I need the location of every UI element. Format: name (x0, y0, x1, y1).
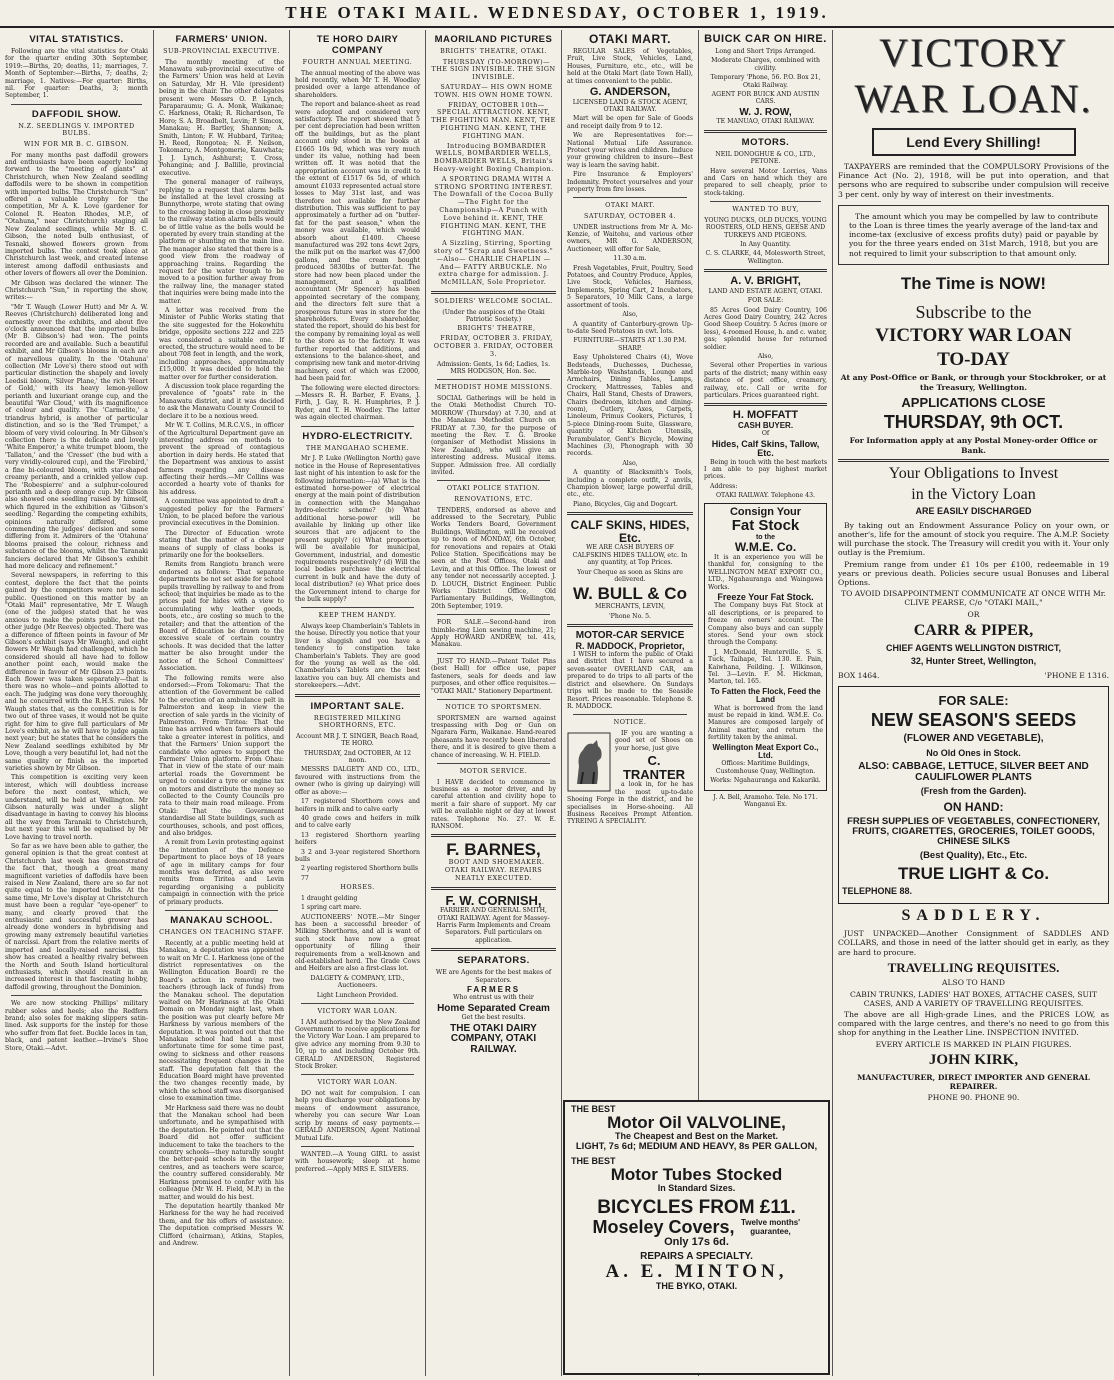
mart-text: REGULAR SALES of Vegetables, Fruit, Live Stock, Vehicles, Land, Houses, Furniture, etc., etc., will be held at the Otaki Mart (late Town Hall), at times convenient to the public. (567, 48, 693, 85)
wanted-to-buy-title: WANTED TO BUY, (732, 205, 799, 214)
mart-sale-text: Fresh Vegetables, Fruit, Poultry, Seed Potatoes, and Country Produce, Apples, Live Stock, Vehicles, Harness, Implements, Spring Cart, 2 Incubators, 5 Separators, 10 Milk Cans, a large assortment of tools. (567, 264, 693, 309)
te-horo-dairy-title: TE HORO DAIRY COMPANY (316, 34, 399, 56)
moffatt-address: OTAKI RAILWAY. Telephone 43. (715, 492, 816, 500)
bull-subheading: MERCHANTS, LEVIN, (594, 603, 666, 611)
article-paragraph: For many months past daffodil growers and enthusiasts have been eagerly looking forward to the "meeting of giants" at Christchurch, when New Zealand seedling daffodils were to be shown in competition with imported bulbs. The Christchurch "Sun" offered a valuable trophy for the competition, Mr A. K. Love (gardener for Colonel R. Heaton Rhodes, M.P., of "Otahuna," near Christchurch) staging all New Zealand seedlings, while Mr B. C. Gibson, the noted bulb enthusiast, of Tesnaki, showed flowers grown from imported bulbs. The contest took place at Christchurch last week, and created intense interest among daffodil enthusiasts and other lovers of flowers all over the Dominion. (5, 151, 148, 278)
article-paragraph: "Mr T. Waugh (Lower Hutt) and Mr A. W. Reeves (Christchurch) deliberated long and earnestly over the exhibits, and about five o'clock announced that the imported bulbs (Mr B. Gibson's) had won. The points recorded are and available. Such a beautiful exhibit, and Mr Gibson's blooms in each are of marvellous quality. In the 'Otahuna' collection (Mr Love's) there stood out with particular distinction the shapely and lovely Leedsii bloom, 'Silver Plane,' the rich 'Heart of Gold,' with its heavy lemon-yellow perianth and luxuriant orange cup, and the beautiful 'War Cloud,' with its magnificence of colour and quality. The 'Carmelite,' a triandrus hybrid, is another of particular distinction, and so is the 'Red Trumpet,' a bloom of very vivid colouring. In Mr Gibson's collection there is the delicate and lovely 'White Emperor,' a white trumpet bloom, the 'Tallaton,' and the 'Cresset' (the bud with a very vividly-coloured cup), and the 'Firebird,' a fine bi-coloured bloom, with star-shaped creamy perianth, and a crinkled yellow cup. The 'Robespierre' and a sulphur-coloured perianth and a deep orange cup. Mr Gibson also showed one seedling raised by himself, which figured in the exhibition as 'Gibson's seedling.' Regarding the competing exhibits, opinions naturally differed, some commending the judges' decision and some differing from it. Admirers of the 'Otahuna' blooms praised the colour, richness and substance of the blooms, whilst the Taranaki fanciers declared that Mr Gibson's exhibit had more delicacy and refinement." (5, 303, 148, 570)
sale-item: 3 2 and 3-year registered Shorthorn bulls (295, 848, 420, 863)
cornish-name: F. W. CORNISH, (445, 892, 542, 908)
calf-skins-text-2: Your Cheque as soon as Skins are delivered. (577, 568, 683, 584)
horses-title: HORSES. (340, 883, 375, 892)
obligations-heading: in the Victory Loan (911, 485, 1036, 503)
endowment-text: By taking out an Endowment Assurance Policy on your own, or another's, life for the amount of stock you require. The A.M.P. Society will purchase the stock. The Treasury will credit you with it. Your only outlay is the Premium. (838, 520, 1109, 558)
best-quality: (Best Quality), Etc., Etc. (919, 850, 1028, 862)
hydro-electricity-title: HYDRO-ELECTRICITY. (302, 430, 413, 442)
manakau-school-title: MANAKAU SCHOOL. (170, 915, 273, 927)
buick-text: Moderate Charges, combined with civility. (711, 57, 820, 72)
bright-for-sale: FOR SALE: (747, 297, 784, 305)
moffatt-name: H. MOFFATT (732, 409, 799, 422)
sale-item: 2 yearling registered Shorthorn bulls (301, 865, 419, 873)
mart-sale-title: OTAKI MART. (605, 201, 655, 210)
wme-text: It is an experience you will be thankful for, consigning to the WELLINGTON MEAT EXPORT CO., LTD., Ngahauranga and Waingawa Works. (708, 553, 823, 591)
column-1 (0, 30, 153, 1376)
wanted-to-buy-text: YOUNG DUCKS, OLD DUCKS, YOUNG ROOSTERS, OLD HENS, GEESE AND TURKEYS AND PIGEONS. (704, 216, 827, 239)
john-kirk-phone: PHONE 90. PHONE 90. (927, 1093, 1020, 1102)
moffatt-text: Being in touch with the best markets I am able to pay highest market prices. (704, 458, 827, 481)
bull-name: W. BULL & Co (573, 584, 687, 604)
programme-item: A SPORTING DRAMA WITH A STRONG SPORTING INTEREST. The Downfall of the Cocoa Bully—The Fight for the Championship—A Punch with Love behind it. KENT, THE FIGHTING MAN. KENT, THE FIGHTING MAN. (433, 174, 554, 238)
or-text: OR (967, 609, 980, 619)
motor-tubes-heading: Motor Tubes Stocked (610, 1165, 783, 1185)
separators-text: WE are Agents for the best makes of Separators. (435, 969, 552, 984)
subscribe-heading: Subscribe to the (915, 301, 1032, 322)
sale-item: 40 grade cows and heifers in milk and to calve early (295, 814, 420, 830)
tranter-text-2: a look in, for he has the most up-to-date Shoeing Forge in the district, and he specialises in Horse-shoeing. All Business Receives Prompt Attention. TYREING A SPECIALITY. (567, 781, 693, 826)
easily-discharged: ARE EASILY DISCHARGED (915, 506, 1032, 517)
valvoline-cheapest: The Cheapest and Best on the Market. (614, 1131, 779, 1142)
victory-loan-text: DO not wait for compulsion. I can help you discharge your obligations by means of endowment assurance, whereby you can secure War Loan scrip by means of easy payments.—GERALD ANDERSON, Agent National Mutual Life. (295, 1090, 420, 1142)
mart-sale-text: A quantity of Blacksmith's Tools, including a complete outfit, 2 anvils, Champion blower, large powerful drill, etc., etc. (567, 469, 693, 499)
tubes-best: THE BEST (571, 1155, 616, 1166)
obligations-heading: Your Obligations to Invest (888, 464, 1059, 482)
amount-text: The amount which you may be compelled by law to contribute to the Loan is three times the yearly average of the land-tax and income-tax (exclusive of excess profits duty) paid or payable by you for the three years ended on 31st March, 1918, but you are not required to limit your subscription to that amount only. (838, 205, 1109, 265)
article-paragraph: A remit from Levin protesting against the intention of the Defence Department to place boys of 18 years of age in military camps for four months was deferred, as also were remits from Tiritea and Levin regarding organising a publicity campaign in connection with the price of primary products. (159, 839, 284, 906)
soldiers-dates: FRIDAY, OCTOBER 3. FRIDAY, OCTOBER 3. FRIDAY, OCTOBER 3. (433, 334, 554, 358)
cornish-text: FARRIER AND GENERAL SMITH, OTAKI RAILWAY. Agent for Massey-Harris Farm Implements and Cream Separators. Full particulars on application. (436, 907, 551, 944)
close-date: THURSDAY, 9th OCT. (883, 412, 1064, 433)
mart-also: Also, (622, 459, 638, 467)
information-text: For Information apply at any Postal Money-order Office or Bank. (849, 436, 1098, 455)
mart-sale-text: Piano, Bicycles, Gig and Dogcart. (573, 500, 678, 508)
true-light-advert (838, 686, 1109, 905)
consign-heading: Fat Stock (731, 517, 800, 535)
tranter-name: C. TRANTER (622, 753, 686, 782)
te-horo-subheading: FOURTH ANNUAL MEETING. (302, 58, 413, 66)
buick-car-title: BUICK CAR ON HIRE. (704, 33, 827, 45)
flock-title: To Fatten the Flock, Feed the Land (710, 686, 821, 705)
manakau-subheading: CHANGES ON TEACHING STAFF. (159, 928, 284, 937)
farmers-union-title: FARMERS' UNION. (175, 34, 268, 45)
vital-statistics-text: Following are the vital statistics for Otaki for the quarter ending 30th September, 1919:—Births, 20; deaths, 11; marriages, 7. Month of September:—Births, 7; deaths, 2; marriage, 1. Natives:—For quarter: Births, nil. For quarter: Deaths, 3; month September, 1. (5, 48, 148, 100)
mart-furniture: FURNITURE—STARTS AT 1.30 P.M. SHARP. (573, 337, 687, 352)
calf-skins-text: WE ARE CASH BUYERS OF CALFSKINS HIDES TALLOW, etc. In any quantity, at Top Prices. (572, 544, 688, 567)
moffatt-subheading: CASH BUYER. (737, 421, 794, 430)
motors-title: MOTORS. (741, 136, 790, 148)
police-station-title: OTAKI POLICE STATION. (446, 484, 541, 493)
article-paragraph: So far as we have been able to gather, the general opinion is that the great contest at Christchurch last week has demonstrated the fact that, though a great many magnificent varieties of daffodils have been raised in New Zealand, there are so far not quite equal to the imported bulbs. At the same time, Mr Love's display at Christchurch must have been a regular "eye-opener" to many, and clearly proved that the enthusiastic and successful grower has already done wonders in hybridising and growing many extremely beautiful varieties of narcissi. Apart from the relative merits of imported and locally-raised narcissi, this show has created a healthy rivalry between the North and South Island horticultural enthusiasts, which should result in an increased interest in that fascinating hobby, daffodil growing, throughout the Dominion. (5, 843, 148, 991)
wme-text: What is borrowed from the land must be repaid in kind. W.M.E. Co. Manures are composed largely of Animal matter, and return the fertility taken by the animal. (708, 704, 823, 742)
mart-text: Mart will be open for Sale of Goods and receipt daily from 9 to 12. (567, 115, 693, 130)
buick-text: Temporary 'Phone, 56. P.O. Box 21, Otaki Railway. (710, 74, 821, 89)
hydro-subheading: THE MANGAHAO SCHEME. (305, 443, 410, 452)
on-hand-text: FRESH SUPPLIES OF VEGETABLES, CONFECTIONERY, FRUITS, CIGARETTES, GROCERIES, TOILET GOODS, CHINESE SILKS (847, 816, 1100, 848)
column-2 (153, 30, 289, 1376)
chamberlains-advert: Always keep Chamberlain's Tablets in the house. Directly you notice that your liver is sluggish and you have a tendency to constipation take Chamberlain's Tablets. They are good for the young as well as the old. Chamberlain's Tablets are the best laxative you can buy. All chemists and storekeepers.—Advt. (295, 623, 420, 690)
article-paragraph: A discussion took place regarding the prevalence of "goats" rate in the Manawatu district, and it was decided to ask the Manawatu County Council to declare it to be a noxious weed. (159, 383, 284, 420)
moseley-price: Only 17s 6d. (664, 1236, 729, 1249)
article-paragraph: Mr W. T. Collins, M.R.C.V.S., in officer of the Agricultural Department gave an interesting address on methods to prevent the spread of contagious abortion in dairy herds. He stated that the Department was anxious to assist farmers regarding any disease affecting their herds.—Mr Collins was accorded a hearty vote of thanks for his address. (159, 422, 284, 496)
at-any-post-office: At any Post-Office or Bank, or through your Stockbroker, or at the Treasury, Wellington. (840, 373, 1107, 392)
saddlery-heading: SADDLERY. (901, 907, 1046, 925)
john-kirk-subheading: MANUFACTURER, DIRECT IMPORTER AND GENERAL REPAIRER. (857, 1072, 1090, 1091)
luncheon-note: Light Luncheon Provided. (316, 991, 399, 999)
minton-advert (563, 1100, 830, 1375)
separators-text-3: Get the best results. (461, 1014, 526, 1022)
auctioneer-signature: DALGETY & COMPANY, LTD., Auctioneers. (310, 974, 405, 990)
calf-skins-title: CALF SKINS, HIDES, Etc. (570, 518, 690, 545)
moffatt-items: Hides, Calf Skins, Tallow, Etc. (711, 438, 820, 459)
article-paragraph: Recently, at a public meeting held at Manakau, a deputation was appointed to wait on Mr C. I. Harkness (one of the district representatives on the Wellington Education Board) re the Board's action in removing two teachers (through lack of funds) from the Manakau school. The deputation waited on Mr Harkness at the Otaki Domain on Monday night last, when the position was put clearly before Mr Harkness by various members of the deputation. It was pointed out that the Manakau school had had a most unfortunate time for some time past, owing to sickness and other reasons necessitating frequent changes in the staff. The deputation felt that the Education Board might have prevented the two changes recently made, by which the school staff was disorganised close to examination time. (159, 939, 284, 1103)
saddlery-text: JUST UNPACKED—Another Consignment of SADDLES AND COLLARS, and those in need of the latter should get in early, as they are hard to procure. (838, 929, 1109, 957)
john-kirk-name: JOHN KIRK, (928, 1051, 1019, 1068)
trunks-list: CABIN TRUNKS, LADIES' HAT BOXES, ATTACHE CASES, SUIT CASES, AND A VARIETY OF TRAVELLING REQUISITES. (849, 989, 1097, 1008)
wanted-advert: WANTED.—A Young GIRL to assist with housework; sleep at home preferred.—Apply MRS E. SILVERS. (295, 1150, 420, 1173)
article-paragraph: The monthly meeting of the Manawatu sub-provincial executive of the Farmers' Union was held at Levin on Saturday, Mr H. Vile (president) being in the chair. The other delegates present were Messrs O. P. Lynch, Paraparaumu; G. A. Monk, Waikanae; C. Harkness, Otaki; R. Richardson, Te Horo; S. A. Broadbelt, Levin; P. Simcox, Manakau; H. Bartley, Shannon; A. Smith, Linton; F. W. Hubbard, Tiritea; H. Reed, Rongotea; N. F. Neilson, Tokomaru; A. Montgomerie, Kauwhata; J. J. Lynch, Ashhurst; T. Cross, Pohangina; and J. Ballille, provincial executive. (159, 58, 284, 177)
notice-title: NOTICE. (613, 718, 647, 727)
programme-item: THURSDAY (TO-MORROW)— THE SIGN INVISIBLE. THE SIGN INVISIBLE. (431, 57, 556, 82)
soldiers-subheading: (Under the auspices of the Otaki Patriotic Society.) (442, 308, 545, 323)
programme-item: FRIDAY, OCTOBER 10th— SPECIAL ATTRACTION. KENT, THE FIGHTING MAN. KENT, THE FIGHTING MAN. KENT, THE FIGHTING MAN. (431, 100, 556, 140)
article-paragraph: Mr Gibson was declared the winner. The Christchurch "Sun," in reporting the show, writes:— (5, 279, 148, 302)
article-paragraph: A committee was appointed to draft a suggested policy for the Farmers' Union, to be placed before the various provincial executives in the Dominion. (159, 498, 284, 528)
barnes-text: BOOT AND SHOEMAKER. OTAKI RAILWAY. REPAIRS NEATLY EXECUTED. (444, 858, 545, 882)
maoriland-pictures-title: MAORILAND PICTURES (434, 34, 553, 45)
consign-heading: to the (755, 534, 776, 541)
article-paragraph: The Director of Education wrote stating that the matter of a cheaper means of supply of class books is primarily one for the booksellers. (159, 529, 284, 559)
vwl-heading: VICTORY WAR LOAN (875, 324, 1072, 346)
victory-war-loan-title: VICTORY WAR LOAN. (854, 30, 1093, 121)
just-to-hand-advert: JUST TO HAND.—Patent Toilet Pins (best Hall) for office use, paper fasteners, seals for deeds and law purposes, and other office requisites.— "OTAKI MAIL" Stationery Department. (431, 657, 556, 695)
mart-also: Also, (622, 311, 638, 319)
travelling-heading: TRAVELLING REQUISITES. (887, 959, 1060, 975)
bright-name: A. V. BRIGHT, (730, 275, 801, 288)
valvoline-prices: LIGHT, 7s 6d; MEDIUM AND HEAVY, 8s PER GALLON, (575, 1140, 818, 1152)
daffodil-subheading: N.Z. SEEDLINGS V. IMPORTED BULBS. (18, 121, 135, 138)
mart-text: Fire Insurance & Employers' Indemnity. Protect yourselves and your property from fire losses. (567, 171, 693, 194)
today-heading: TO-DAY (937, 348, 1010, 370)
victory-loan-title: VICTORY WAR LOAN. (317, 1007, 398, 1016)
soldiers-admission: Admission: Gents, 1s 6d; Ladies, 1s. MRS HODGSON, Hon. Sec. (436, 360, 551, 375)
programme-item: Introducing BOMBARDIER WELLS, BOMBARDIER WELLS, BOMBARDIER WELLS, Britain's Heavy-weight Boxing Champion. (433, 141, 554, 173)
carr-piper-subheading: CHIEF AGENTS WELLINGTON DISTRICT, (886, 642, 1061, 653)
every-article: EVERY ARTICLE IS MARKED IN PLAIN FIGURES. (875, 1039, 1072, 1049)
neil-text: Have several Motor Lorries, Vans and Cars on hand which they are prepared to sell cheaply, prior to stock-taking. (704, 167, 827, 197)
sale-item: 1 draught gelding (301, 894, 358, 902)
soldiers-social-title: SOLDIERS' WELCOME SOCIAL. (434, 296, 553, 305)
sportsmen-notice-title: NOTICE TO SPORTSMEN. (445, 702, 542, 711)
standard-sizes: In Standard Sizes. (657, 1182, 736, 1193)
programme-item: A Sizzling, Stirring, Sporting story of "Scrap and Sweetness." —Also— CHARLIE CHAPLIN —And— FATTY ARBUCKLE. No extra charge for admission. J. McMILLAN, Sole Proprietor. (433, 239, 554, 287)
mart-sale-text: UNDER instructions from Mr A. Mc-Kenzie, of Waitohu, and various other owners, MR G. ANDERSON, Auctioneer, will offer for Sale, (567, 223, 693, 253)
sale-date: THURSDAY, 2nd OCTOBER, At 12 noon. (303, 749, 412, 765)
mart-text: We are Representatives for:— National Mutual Life Assurance. Protect your wives and children. Induce your growing children to insure—Best way is learn the saving habit. (567, 132, 693, 169)
sale-item: 1 spring cart mare. (301, 904, 362, 912)
minton-address: THE BYKO, OTAKI. (655, 1281, 738, 1292)
bright-subheading: LAND AND ESTATE AGENT, OTAKI. (708, 287, 823, 295)
methodist-text: SOCIAL Gatherings will be held in the Otaki Methodist Church TO-MORROW (Thursday) at 7.30, and at the Manakau Methodist Church on FRIDAY at 7.30, for the purpose of meeting the Rev. T. G. Brooke (organiser of Methodist Missions in New Zealand), who will give an interesting address. Musical items. Supper. Admission free. All cordially invited. (431, 394, 556, 476)
keep-them-handy-title: KEEP THEM HANDY. (318, 611, 397, 620)
bright-text: Several other Properties in various parts of the district; many within easy distance of post office, creamery, railway, etc. Call or write for particulars. Prices guaranteed right. (704, 362, 827, 400)
moseley-covers: Moseley Covers, (592, 1217, 735, 1238)
article-paragraph: Mr Harkness said there was no doubt that the Manakau school had been unfortunate, and he sympathised with the deputation. He pointed out that the Board did not offer sufficient inducement to take the teachers to the country schools—they naturally sought the better-paid schools in the larger centres, and as teachers were scarce, the country suffered considerably. Mr Harkness promised to confer with his colleague (Mr W. H. Field, M.P.) in the matter, and would do his best. (159, 1104, 284, 1201)
vital-statistics-title: VITAL STATISTICS. (29, 34, 124, 45)
anderson-subheading: LICENSED LAND & STOCK AGENT, OTAKI RAILWAY. (572, 98, 688, 113)
theatre-subheading: BRIGHTS' THEATRE, OTAKI. (440, 47, 547, 55)
repairs-specialty: REPAIRS A SPECIALTY. (640, 1250, 753, 1262)
applications-close: APPLICATIONS CLOSE (901, 394, 1046, 410)
maddock-text: I WISH to inform the public of Otaki and district that I have secured a seven-seater OVERLAND CAR, am prepared to do trips to all parts of the district and elsewhere. On Sundays trips will be made to the Seaside Resort. Prices reasonable. Telephone 8. R. MADDOCK. (567, 651, 693, 710)
sale-text: MESSRS DALGETY AND CO., LTD., favoured with instructions from the owner (who is giving up dairying) will offer as above:— (295, 766, 420, 796)
masthead: THE OTAKI MAIL. WEDNESDAY, OCTOBER 1, 1919. (0, 0, 1114, 28)
mart-sale-time: 11.30 a.m. (613, 255, 647, 263)
police-subheading: RENOVATIONS, ETC. (454, 494, 533, 503)
for-sale-heading: FOR SALE: (938, 692, 1009, 708)
wme-company-name: Wellington Meat Export Co., Ltd. (712, 742, 819, 761)
clarke-address: C. S. CLARKE, 44, Molesworth Street, Wellington. (705, 250, 826, 265)
article-paragraph: A letter was received from the Minister of Public Works stating that the site suggested for the Hokowhitu bridge, opposite sections 222 and 225 was considered a suitable one. If erected, the structure would need to be about 708 feet in length, and the work, including approaches, approximately £15,000. It was decided to hold the matter over for further consideration. (159, 307, 284, 381)
motor-service-title: MOTOR SERVICE. (459, 766, 528, 775)
article-paragraph: Mr J. P. Luke (Wellington North) gave notice in the House of Representatives last night of his intention to ask for the following information:—(a) What is the estimated horse-power of electrical energy at the main point of distribution in connection with the Mangahao hydro-electric scheme? (b) What additional horse-power will be available by linking up other like sources that are adjacent to the present supply? (c) What proportion will be available for municipal, Government, industrial, and domestic requirements respectively? (d) Will the local bodies purchase the electrical current in bulk and have the duty of local distribution? (e) What price does the Government intend to charge for the bulk supply? (295, 455, 420, 603)
wme-offices: Offices: Maritime Buildings, Customhouse Quay, Wellington. (715, 760, 816, 775)
victory-loan-title: VICTORY WAR LOAN. (317, 1078, 398, 1087)
wme-advert (704, 503, 827, 791)
important-sale-title: IMPORTANT SALE. (310, 700, 405, 712)
valvoline-best: THE BEST (571, 1104, 616, 1114)
sale-subheading: REGISTERED MILKING SHORTHORNS, ETC. (313, 713, 402, 730)
moseley-guarantee: Twelve months' guarantee, (740, 1218, 801, 1236)
also-to-hand: ALSO TO HAND (942, 978, 1005, 988)
otaki-mart-title: OTAKI MART. (589, 32, 671, 46)
mart-sale-text: A quantity of Canterbury-grown Up-to-date Seed Potatoes in cwt. lots. (567, 320, 693, 335)
valvoline-heading: Motor Oil VALVOLINE, (607, 1113, 786, 1133)
sportsmen-notice-text: SPORTSMEN are warned against trespassing with Dog or Gun on Ngarara Farm, Waikanae. Hand-reared pheasants have recently been liberated there, and it is desired to give them a chance of increasing. W. H. FIELD. (431, 714, 556, 759)
otaki-dairy-company: THE OTAKI DAIRY COMPANY, OTAKI RAILWAY. (450, 1022, 537, 1055)
motor-car-service-title: MOTOR-CAR SERVICE (575, 630, 685, 642)
column-3 (289, 30, 425, 1376)
bicycles-heading: BICYCLES FROM £11. (597, 1197, 796, 1219)
article-paragraph: The annual meeting of the above was held recently, when Mr T. H. Woodley presided over a large attendance of shareholders. (295, 69, 420, 99)
carr-piper-box: BOX 1464. (838, 670, 880, 680)
seeds-subheading: (FLOWER AND VEGETABLE), (903, 733, 1044, 745)
wme-agents: J. McDonald, Hunterville. S. S. Tuck, Taihape, Tel. 130. E. Pain, Kaiwhana, Feilding. J. Wilkinson, Tel. 3—Levin. F. M. Hickman, Marton, tel. 165. (708, 648, 823, 686)
police-text: TENDERS, endorsed as above and addressed to the Secretary, Public Works Tenders Board, Government Buildings, Wellington, will be received up to noon of MONDAY, 6th October, for renovations and repairs at Otaki Police Station. Specifications may be seen at the Post Offices, Otaki and Levin, and at this Office. The lowest or any tender not necessarily accepted. J. D. LOUCH, District Engineer. Public Works District Office, Old Parliamentary Buildings, Wellington, 20th September, 1919. (431, 506, 556, 610)
carr-piper-name: CARR & PIPER, (913, 621, 1034, 639)
article-paragraph: Several newspapers, in referring to this contest, deplore the fact that the points gained by the competitors were not made public. Questioned on this matter by an "Otaki Mail" representative, Mr T. Waugh (one of the judges) stated that he was anxious to make the points public, but the other judge (Mr Reeves) objected. There was a difference of fifteen points in favour of Mr Gibson's exhibit (says Mr Waugh), and eight flowers Mr Waugh had challenged, which he considered should all have had to follow another point each, would make the difference in favour of Mr Gibson 23 points. Each flower was taken separately—that is there was no whole—and points allotted to each. The judging was done very thoroughly, and he concurred with the R.H.S. rules. Mr Waugh states that, as the competition is for two out of three vases, it would not be quite right for him to give full particulars of Mr Love's exhibit, as he will have to judge again next year; but he states that he considers the New Zealand seedlings exhibited by Mr Love, though a very beautiful lot, had not the same quality or finish as the imported varieties shown by Mr Gibson. (5, 572, 148, 772)
separators-title: SEPARATORS. (457, 955, 530, 967)
row-address: TE MANUAO, OTAKI RAILWAY. (716, 118, 815, 126)
article-paragraph: The general manager of railways, replying to a request that alarm bells be installed at the level crossing at Bunnythorpe, wrote stating that owing to the crossing being in close proximity to the railway station alarm bells would be of little value as the bells would be operated by every train standing at the platform or shunting on the main line. The manager also stated that there is a good view from the roadway of approaching trains. Regarding the request for the water trough to be moved to a position further away from the railway line, the manager stated that inquiries were being made into the matter. (159, 179, 284, 305)
moffatt-address-label: Address: (710, 482, 738, 490)
article-paragraph: The deputation heartily thanked Mr Harkness for the way he had received them, and for his offers of assistance. The deputation comprised Messrs W. Clifford (chairman), Atkins, Staples, and Andrew. (159, 1202, 284, 1247)
farmers-union-subheading: SUB-PROVINCIAL EXECUTIVE. (163, 47, 280, 55)
fresh-from-garden: (Fresh from the Garden). (920, 786, 1027, 797)
also-plants: ALSO: CABBAGE, LETTUCE, SILVER BEET AND CAULIFLOWER PLANTS (858, 761, 1089, 783)
daffodil-show-title: DAFFODIL SHOW. (31, 108, 122, 120)
neil-name: NEIL DONOGHUE & CO., LTD., PETONE. (715, 150, 816, 166)
moffatt-of: Of (761, 430, 770, 438)
on-hand-heading: ON HAND: (943, 799, 1004, 814)
maddock-name: R. MADDOCK, Proprietor, (575, 640, 685, 651)
lend-every-shilling: Lend Every Shilling! (872, 128, 1076, 156)
separators-text-2: Who entrust us with their (453, 994, 534, 1002)
taxpayers-text: TAXPAYERS are reminded that the COMPULSORY Provisions of the Finance Act (No. 2), 1918, will be put into operation, and that persons who are required to subscribe under compulsion will receive 3 per cent. only by way of interest on their investments. (838, 162, 1109, 199)
methodist-title: METHODIST HOME MISSIONS. (434, 383, 553, 392)
horse-illustration (567, 732, 611, 792)
article-paragraph: The following remits were also endorsed:—From Tokomaru: That the attention of the Government be called to the erection of an ambulance pelt in Palmerston and keep in view the erection of sale yards in the vicinity of Palmerston. From Tiritea: That the time has arrived when farmers should take a greater interest in politics, and that the Farmers' Union support the candidate who agrees to support the Farmers' Union platform. From Ohau: That in view of the state of our main arterial roads the Government be urged to consider a tyre or engine tax on motors and distribute the money so collected to the County Councils pro rata to their main road mileage. From Otaki: That the Government standardise all State buildings, such as courthouses, schools, and post offices, and also bridges. (159, 674, 284, 838)
buick-subheading: Long and Short Trips Arranged. (715, 48, 816, 55)
trunks-text: The above are all High-grade Lines, and the PRICES LOW, as compared with the large centres, and there's no need to go from this shop for anything in the Leather Line. INSPECTION INVITED. (838, 1010, 1109, 1038)
daffodil-subheading-2: WIN FOR MR B. C. GIBSON. (23, 140, 130, 149)
article-paragraph: The report and balance-sheet as read were adopted and considered very satisfactory. The report showed that 5 per cent depreciation had been written off the buildings, but as the plant account only stood in the books at £1665 10s 9d, which was very much under its value, nothing had been written off. It was noted that the appropriation account was in credit to the extent of £1517 6s 5d, of which amount £1033 represented actual store losses to May 31st last, and was therefore not available for further distribution. This was sufficient to pay approximately a further ad on "butter-fat for the past season," when the money was available, which would absorb about £1400. Cheese manufactured was 292 tons 4cwt 2qrs, the milk put on the market was 47,000 gallons, and the cream bought produced 5830lbs of butter-fat. The store had now been placed under the management, and a qualified accountant (Mr Spencer) has been appointed secretary of the company, and the directors felt sure that a prosperous future was in store for the shareholders. Every shareholder, stated the report, should do his best for the company by remaining loyal as well to the store as to the factory. It was further reported that additions, and extensions to the balance-sheet, and comprising new tank and motor-driving machinery, cost of which was £2000, had been paid for. (295, 101, 420, 383)
anderson-name: G. ANDERSON, (589, 86, 671, 99)
article-paragraph: Remits from Rangiotu branch were endorsed as follows: That separate departments be not set aside for school pupils travelling by railway to and from school; that inquiries be made as to the prices paid for hides with a view to accumulating why leather goods, boots, etc., are costing so much to the retailer; and that the attention of the Board of Education be drawn to the excessive scale of certain country schools. It was decided that the latter matter be also brought under the notice of the School Committees' Association. (159, 561, 284, 673)
true-light-telephone: TELEPHONE 88. (842, 885, 913, 896)
stocking-advert: We are now stocking Phillips' military rubber soles and heels; also the Redfern brand; also soles for making slippers satin-lined. Ask supports for the instep for those who suffer from flat feet. Buckle laces in tan, black, and patent leather.—Irvine's Shoe Store, Otaki.—Advt. (5, 1000, 148, 1052)
column-7 (832, 30, 1114, 1376)
barnes-name: F. BARNES, (446, 840, 541, 860)
article-paragraph: This competition is exciting very keen interest, which will doubtless increase before the next contest, which, we understand, will be held at Wellington. Mr Gibson naturally was under a slight disadvantage in having to convey his blooms all the way from Taranaki to Christchurch, but next year this will be equalised by Mr Love having to travel north. (5, 774, 148, 841)
wanted-quantity: In Any Quantity. (740, 241, 791, 248)
buick-agent: AGENT FOR BUICK AND AUSTIN CARS. (711, 91, 820, 106)
wme-text: The Company buys Fat Stock at all descriptions, or is prepared to freeze on owners' account. The Company also buys and can supply stores. Send your own stock through the Company. (708, 602, 823, 647)
avoid-text: TO AVOID DISAPPOINTMENT COMMUNICATE AT ONCE WITH Mr. CLIVE PEARSE, C/o "OTAKI MAIL," (841, 589, 1106, 608)
soldiers-venue: BRIGHTS' THEATRE, (457, 324, 536, 333)
bright-also: Also, (757, 353, 774, 361)
sale-item: 17 registered Shorthorn cows and heifers in milk and to calve early (295, 798, 420, 813)
mart-sale-text: Easy Upholstered Chairs (4), Wove Bedsteads, Duchesses, Duchesse, Marble-top Washstands, Lounge and Armchairs, Dining Tables, Lamps, Crockery, Mattresses, Tables and Chairs, Hall Stand, Chests of Drawers, Chairs (bedroom, kitchen and dining-room), Cutlery, Axes, Carpets, Linoleum, Primus Cookers, Pictures, 1 5-piece Dining-room Suite, Glassware, quantity of Kitchen Utensils, Perambulator, Gent's Bicycle, Mowing Machines (3), Phonograph with 30 records. (567, 354, 693, 458)
bull-phone: 'Phone No. 5. (608, 612, 652, 620)
tranter-text: IF you are wanting a good set of Shoes on your horse, just give (615, 729, 693, 752)
consign-heading: Consign Your (729, 505, 802, 518)
new-seasons-seeds: NEW SEASON'S SEEDS (870, 710, 1077, 731)
article-paragraph: The following were elected directors:—Messrs R. H. Barber, F. Evans, J. Firth, J. Gay, R. H. Humphries, P. J. Ryder, and T. H. Woodley. The latter was again elected chairman. (295, 384, 420, 422)
row-name: W. J. ROW, (739, 106, 792, 118)
true-light-name: TRUE LIGHT & Co. (897, 864, 1050, 884)
carr-piper-address: 32, Hunter Street, Wellington, (910, 656, 1037, 667)
column-4 (425, 30, 561, 1376)
mart-sale-date: SATURDAY, OCTOBER 4. (584, 212, 676, 221)
separators-farmers: FARMERS (466, 985, 521, 995)
time-is-now: The Time is NOW! (900, 273, 1047, 293)
carr-piper-phone: 'PHONE E 1316. (1044, 670, 1109, 680)
sale-item: 77 (301, 874, 309, 882)
minton-name: A. E. MINTON, (605, 1261, 788, 1283)
bright-text: 85 Acres Good Dairy Country, 106 Acres Good Dairy Country, 242 Acres Good Sheep Country. 5 Acres (more or less), 4-roomed House, h. and c. water, gas; splendid house for returned soldier. (704, 306, 827, 351)
premium-text: Premium range from under £1 10s per £100, redeemable in 19 years or previous death. Policies secure usual Bonuses and Liberal Options. (838, 559, 1109, 588)
separators-home: Home Separated Cream (437, 1002, 550, 1014)
no-old-ones: No Old Ones in Stock. (926, 747, 1021, 758)
wme-works: Works: Ngahauranga and Kakariki. (710, 777, 821, 785)
programme-item: SATURDAY— HIS OWN HOME TOWN. HIS OWN HOME TOWN. (434, 82, 553, 99)
victory-loan-text: I AM authorised by the New Zealand Government to receive applications for the Victory War Loan. I am prepared to give advice any morning from 9.30 to 10, up to and including October 9th. GERALD ANDERSON, Registered Stock Broker. (295, 1018, 420, 1071)
wme-agent: J. A. Bell, Aramoho. Tele. No 171. Wanganui Ex. (713, 793, 818, 809)
for-sale-advert: FOR SALE.—Second-hand iron thimble-ring Lion sewing machine, 21; Apply HOWARD ANDREW, tel. 41s, Manakau. (431, 619, 556, 649)
freeze-title: Freeze Your Fat Stock. (717, 591, 814, 602)
consign-heading: W.M.E. Co. (734, 540, 797, 555)
sale-item: 13 registered Shorthorn yearling heifers (295, 831, 420, 847)
sale-account: Account MR J. T. SINGER, Beach Road, TE HORO. (295, 732, 420, 748)
auctioneers-note: AUCTIONEERS' NOTE.—Mr Singer has been a successful breeder of Milking Shorthorns, and all is want of such stock have now a great opportunity of filling their requirements from a well-known and old-established herd. The Grade Cows and Heifers are also a first-class lot. (295, 913, 420, 973)
motor-service-text: I HAVE decided to commence in business as a motor driver, and by careful attention and civility hope to merit a fair share of support. My car will be available night or day at lowest rates. Telephone No. 27. W. E. RANSOM. (431, 778, 556, 830)
